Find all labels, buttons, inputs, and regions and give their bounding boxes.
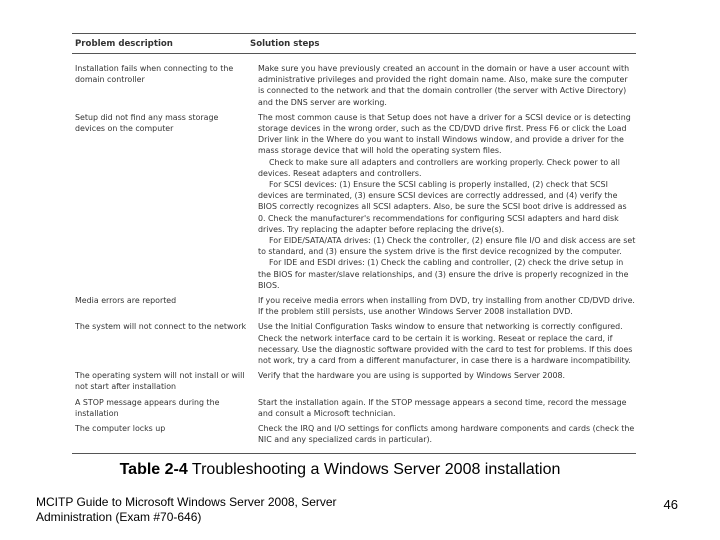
solution-paragraph: The most common cause is that Setup does not have a driver for a SCSI device or is detecting storage devices in the wrong order, such as the CD/DVD drive first. Press F6 or click the Load Driver link in the Where do you want to install Windows window, and provide a driver for the mass storage device that will hold the operating system files. (258, 112, 631, 156)
footer-source: MCITP Guide to Microsoft Windows Server 2008, Server Administration (Exam #70-646) (36, 495, 337, 524)
solution-cell (258, 370, 636, 392)
header-problem-description: Problem description (75, 39, 173, 49)
table-bottom-rule (72, 453, 636, 454)
solution-paragraph: Check to make sure all adapters and controllers are working properly. Check power to all devices. Reseat adapters and controllers. (258, 157, 620, 178)
caption-text: Troubleshooting a Windows Server 2008 installation (191, 461, 561, 478)
solution-cell (258, 423, 636, 445)
solution-cell (258, 321, 636, 366)
header-solution-steps: Solution steps (250, 39, 320, 49)
problem-cell: The computer locks up (75, 424, 166, 434)
solution-paragraph: For EIDE/SATA/ATA drives: (1) Check the controller, (2) ensure file I/O and disk access are set to standard, and (3) ensure the system drive is the first device recognized by the computer. (258, 236, 636, 257)
table-row (72, 423, 636, 445)
solution-paragraph: Use the Initial Configuration Tasks window to ensure that networking is correctly configured. Check the network interface card to be certain it is working. Reseat or replace the card, if necessary. Use the diagnostic software provided with the card to test for problems. If this does not work, try a card from a different manufacturer, in case there is a hardware incompatibility. (258, 322, 633, 366)
troubleshooting-table (72, 33, 636, 446)
solution-paragraph: For IDE and ESDI drives: (1) Check the cabling and controller, (2) check the drive setup in the BIOS for master/slave relationships, and (3) ensure the drive is properly recognized in the BIOS. (258, 258, 629, 290)
problem-cell: A STOP message appears during the installation (75, 397, 220, 418)
solution-cell (258, 397, 636, 419)
solution-paragraph: Make sure you have previously created an account in the domain or have a user account with administrative privileges and provided the right domain name. Also, make sure the computer is connected to the network and that the domain controller (the server with Active Directory) and the DNS server are working. (258, 64, 630, 107)
table-row (72, 397, 636, 419)
solution-paragraph: Check the IRQ and I/O settings for conflicts among hardware components and cards (check the NIC and any specialized cards in particular). (258, 424, 635, 445)
problem-cell: The operating system will not install or will not start after installation (75, 371, 245, 392)
table-header (72, 34, 636, 54)
solution-paragraph: If you receive media errors when installing from DVD, try installing from another CD/DVD drive. If the problem still persists, use another Windows Server 2008 installation DVD. (258, 296, 635, 317)
problem-cell: Media errors are reported (75, 296, 177, 306)
table-row (72, 370, 636, 392)
caption-label: Table 2-4 (119, 461, 188, 478)
problem-cell: Installation fails when connecting to the domain controller (75, 64, 234, 85)
table-row (72, 63, 636, 108)
problem-cell: Setup did not find any mass storage devices on the computer (75, 112, 219, 134)
table-caption (0, 461, 680, 479)
solution-paragraph: For SCSI devices: (1) Ensure the SCSI cabling is properly installed, (2) check that SCSI devices are terminated, (3) ensure SCSI devices are correctly addressed, and (4) verify the BIOS correctly recognizes all SCSI adapters. Also, be sure the SCSI boot drive is addressed as 0. Check the manufacturer's recommendations for configuring SCSI adapters and hard disk drives. Try replacing the adapter before replacing the drive(s). (258, 180, 627, 234)
solution-paragraph: Start the installation again. If the STOP message appears a second time, record the message and consult a Microsoft technician. (258, 397, 627, 418)
problem-cell: The system will not connect to the network (75, 322, 247, 332)
page-number: 46 (663, 497, 678, 512)
table-row (72, 321, 636, 366)
solution-paragraph: Verify that the hardware you are using is supported by Windows Server 2008. (258, 371, 566, 381)
solution-cell (258, 112, 636, 291)
solution-cell (258, 63, 636, 108)
table-row (72, 112, 636, 291)
table-row (72, 295, 636, 317)
solution-cell (258, 295, 636, 317)
